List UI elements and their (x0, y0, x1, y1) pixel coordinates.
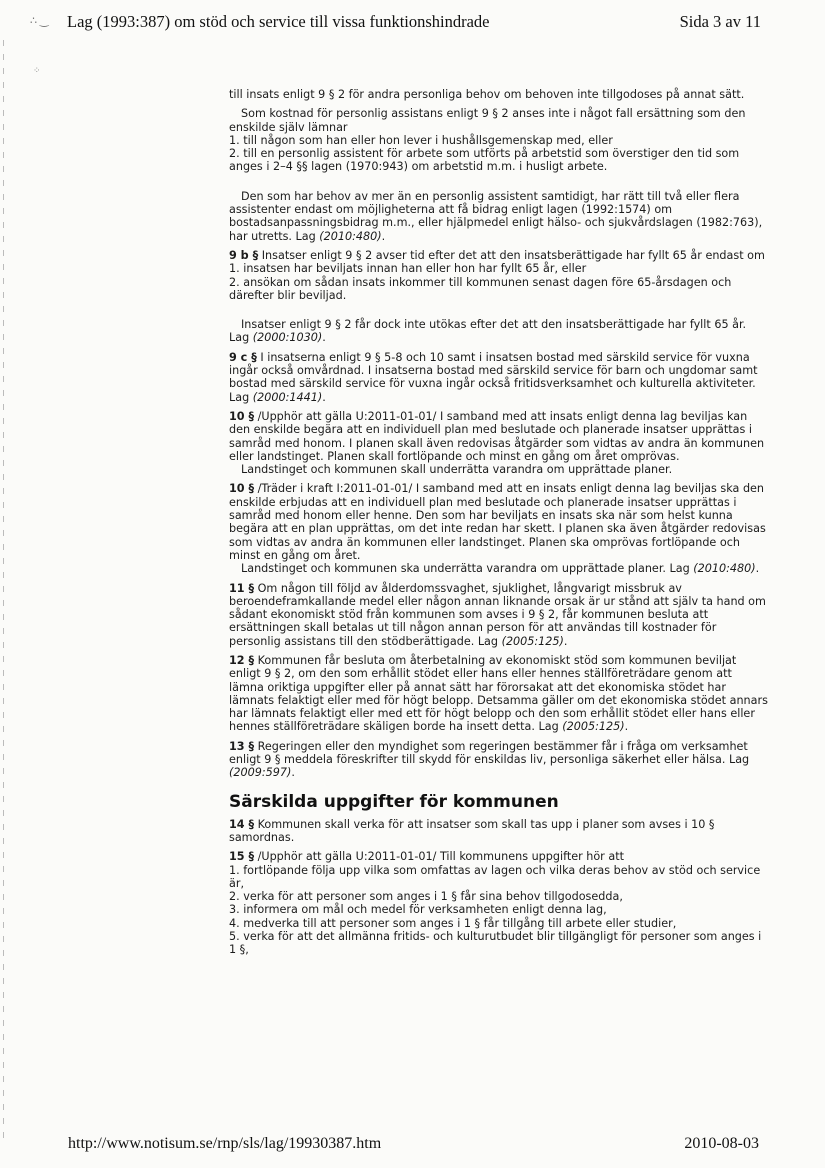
scan-mark-small: ⁘ (33, 66, 41, 76)
print-date: 2010-08-03 (684, 1135, 759, 1152)
list-item: 1. till någon som han eller hon lever i hushållsgemenskap med, eller (229, 133, 613, 147)
section-label: 10 § (229, 409, 255, 423)
section-label: 9 c § (229, 350, 257, 364)
paragraph: Landstinget och kommunen ska underrätta varandra om upprättade planer. Lag (2010:480). (241, 562, 760, 576)
section-15: 15 § /Upphör att gälla U:2011-01-01/ Till kommunens uppgifter hör att (229, 850, 624, 864)
list-item: 2. till en personlig assistent för arbete som utförts på arbetstid som överstiger den tid som anges i 2–4 §§ lagen (1970:943) om arbetstid m.m. i husligt arbete. (229, 147, 740, 174)
page-number: Sida 3 av 11 (679, 12, 761, 31)
section-10-new: 10 § /Träder i kraft I:2011-01-01/ I samband med att en insats enligt denna lag beviljas ska den enskilde erbjudas att en individuell plan med beslutade och planerade insatser upprättas i samråd med honom eller henne. Den som har beviljats en insats ska när som helst kunna begära att en plan upprättas, om det inte redan har skett. I planen ska även åtgärder redovisas som vidtas av andra än kommunen eller landstinget. Planen ska omprövas fortlöpande och minst en gång om året. (229, 482, 766, 562)
section-11: 11 § Om någon till följd av ålderdomssvaghet, sjuklighet, långvarigt missbruk av beroendeframkallande medel eller någon annan liknande orsak är ur stånd att själv ta hand om sådant ekonomiskt stöd från kommunen som avses i 9 § 2, får kommunen besluta att ersättningen skall betalas ut till någon annan person för att användas till kostnader för personlig assistans till den stödberättigade. Lag (2005:125). (229, 581, 766, 648)
section-heading: Särskilda uppgifter för kommunen (229, 791, 559, 812)
paragraph: Den som har behov av mer än en personlig assistent samtidigt, har rätt till två eller flera assistenter endast om möjligheterna att få bidrag enligt lagen (1992:1574) om bostadsanpassningsbidrag m.m., eller hjälpmedel enligt hälso- och sjukvårdslagen (1982:763), har utretts. Lag (2010:480). (229, 189, 763, 243)
scan-edge-artifact (3, 40, 4, 1140)
section-label: 14 § (229, 817, 255, 831)
section-label: 9 b § (229, 248, 259, 262)
list-item: 4. medverka till att personer som anges i 1 § får tillgång till arbete eller studier, (229, 916, 677, 930)
scan-mark: ∴ ‿ (30, 15, 49, 27)
paragraph: Insatser enligt 9 § 2 får dock inte utökas efter det att den insatsberättigade har fyllt 65 år. Lag (2000:1030). (229, 318, 747, 345)
section-label: 12 § (229, 653, 255, 667)
section-13: 13 § Regeringen eller den myndighet som regeringen bestämmer får i fråga om verksamhet enligt 9 § meddela föreskrifter till skydd för enskildas liv, personliga säkerhet eller hälsa. Lag (2009:597). (229, 739, 750, 780)
list-item: 1. fortlöpande följa upp vilka som omfattas av lagen och vilka deras behov av stöd och service är, (229, 863, 761, 890)
document-title: Lag (1993:387) om stöd och service till vissa funktionshindrade (67, 12, 490, 31)
section-9c: 9 c § I insatserna enligt 9 § 5-8 och 10 samt i insatsen bostad med särskild service för vuxna ingår också omvårdnad. I insatserna bostad med särskild service för barn och ungdomar samt bostad med särskild service för vuxna ingår också fritidsverksamhet och kulturella aktiviteter. Lag (2000:1441). (229, 350, 758, 404)
section-9b: 9 b § Insatser enligt 9 § 2 avser tid efter det att den insatsberättigade har fyllt 65 år endast om (229, 248, 765, 262)
list-item: 1. insatsen har beviljats innan han eller hon har fyllt 65 år, eller (229, 262, 587, 276)
list-item: 2. verka för att personer som anges i 1 § får sina behov tillgodosedda, (229, 890, 623, 904)
list-item: 2. ansökan om sådan insats inkommer till kommunen senast dagen före 65-årsdagen och därefter blir beviljad. (229, 275, 732, 302)
section-12: 12 § Kommunen får besluta om återbetalning av ekonomiskt stöd som kommunen beviljat enligt 9 § 2, om den som erhållit stödet eller hans eller hennes ställföreträdare genom att lämna oriktiga uppgifter eller på annat sätt har förorsakat att det ekonomiska stödet har lämnats felaktigt eller med för högt belopp. Detsamma gäller om det ekonomiska stödet annars har lämnats felaktigt eller med ett för högt belopp och den som erhållit stödet eller hans eller hennes ställföreträdare skäligen borde ha insett detta. Lag (2005:125). (229, 653, 768, 734)
list-item: 3. informera om mål och medel för verksamheten enligt denna lag, (229, 903, 607, 917)
section-10-old: 10 § /Upphör att gälla U:2011-01-01/ I samband med att insats enligt denna lag beviljas kan den enskilde begära att en individuell plan med beslutade och planerade insatser upprättas i samråd med honom. I planen skall även redovisas åtgärder som vidtas av andra än kommunen eller landstinget. Planen skall fortlöpande och minst en gång om året omprövas. (229, 409, 765, 463)
page-header (0, 12, 825, 36)
paragraph: Som kostnad för personlig assistans enligt 9 § 2 anses inte i något fall ersättning som den enskilde själv lämnar (229, 107, 746, 134)
page-footer (0, 1135, 825, 1157)
section-14: 14 § Kommunen skall verka för att insatser som skall tas upp i planer som avses i 10 § samordnas. (229, 817, 715, 844)
document-body (229, 88, 769, 957)
paragraph: Landstinget och kommunen skall underrätta varandra om upprättade planer. (241, 463, 673, 477)
list-item: 5. verka för att det allmänna fritids- och kulturutbudet blir tillgängligt för personer som anges i 1 §, (229, 930, 762, 957)
section-label: 11 § (229, 581, 255, 595)
source-url: http://www.notisum.se/rnp/sls/lag/19930387.htm (68, 1135, 382, 1152)
section-label: 15 § (229, 850, 255, 864)
section-label: 13 § (229, 739, 255, 753)
section-label: 10 § (229, 482, 255, 496)
paragraph: till insats enligt 9 § 2 för andra personliga behov om behoven inte tillgodoses på annat sätt. (229, 88, 745, 101)
